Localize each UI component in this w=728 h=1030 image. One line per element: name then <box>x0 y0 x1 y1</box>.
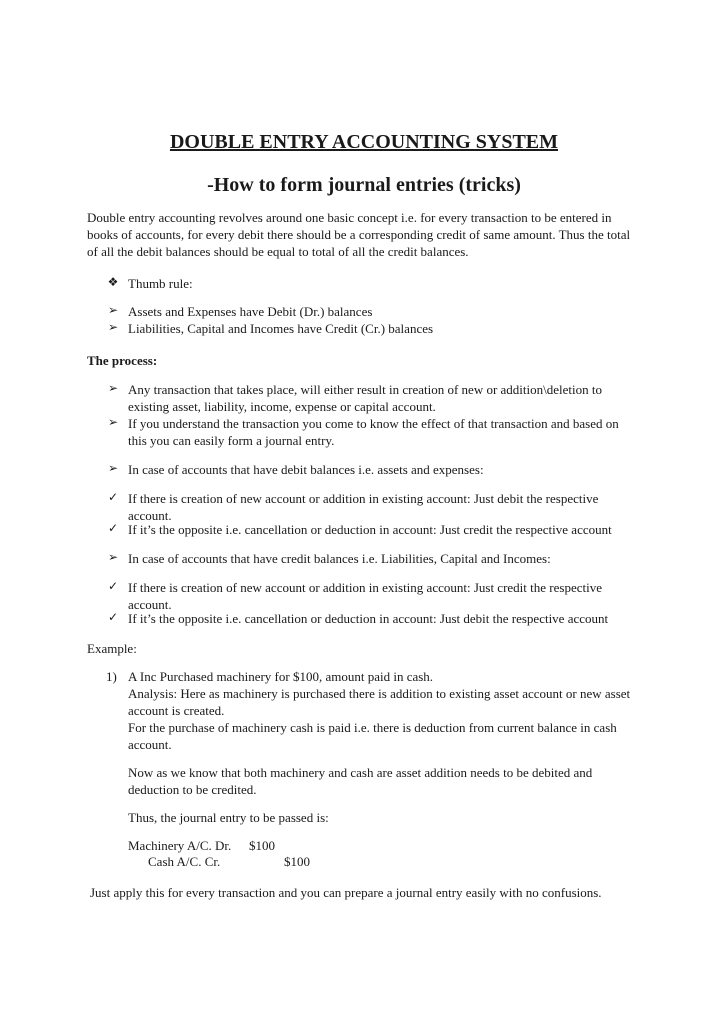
document-subtitle: -How to form journal entries (tricks) <box>207 174 521 196</box>
process-item-line: existing asset, liability, income, expense or capital account. <box>128 399 436 414</box>
example-now-line: Now as we know that both machinery and cash are asset addition needs to be debited and <box>128 765 593 780</box>
process-item-line: Any transaction that takes place, will either result in creation of new or addition\deletion to <box>128 382 602 397</box>
journal-debit-account: Machinery A/C. Dr. <box>128 838 232 853</box>
example-heading: Example: <box>87 641 137 656</box>
example-now-line: deduction to be credited. <box>128 782 257 797</box>
example-thus-line: Thus, the journal entry to be passed is: <box>128 810 329 825</box>
process-item-line: account. <box>128 597 172 612</box>
process-item-line: If there is creation of new account or addition in existing account: Just credit the respective <box>128 580 602 595</box>
example-line: For the purchase of machinery cash is paid i.e. there is deduction from current balance in cash <box>128 720 617 735</box>
process-item-line: In case of accounts that have debit balances i.e. assets and expenses: <box>128 462 484 477</box>
intro-line: Double entry accounting revolves around one basic concept i.e. for every transaction to be entered in <box>87 210 612 225</box>
document-title: DOUBLE ENTRY ACCOUNTING SYSTEM <box>169 131 559 153</box>
process-item-line: If there is creation of new account or addition in existing account: Just debit the respective <box>128 491 599 506</box>
example-line: account is created. <box>128 703 225 718</box>
rule-text: Liabilities, Capital and Incomes have Credit (Cr.) balances <box>128 321 434 336</box>
check-bullet-icon: ✓ <box>107 610 119 624</box>
example-line: A Inc Purchased machinery for $100, amount paid in cash. <box>128 669 434 684</box>
intro-line: of all the debit balances should be equal to total of all the credit balances. <box>87 244 469 259</box>
example-line: account. <box>128 737 172 752</box>
arrow-bullet-icon: ➢ <box>107 320 119 334</box>
process-item-line: In case of accounts that have credit balances i.e. Liabilities, Capital and Incomes: <box>128 551 551 566</box>
arrow-bullet-icon: ➢ <box>107 550 119 564</box>
process-item-line: If it’s the opposite i.e. cancellation or deduction in account: Just credit the respective account <box>128 522 612 537</box>
process-item-line: account. <box>128 508 172 523</box>
check-bullet-icon: ✓ <box>107 490 119 504</box>
example-number: 1) <box>106 669 117 684</box>
thumb-rule-label: Thumb rule: <box>128 276 193 291</box>
rule-text: Assets and Expenses have Debit (Dr.) balances <box>128 304 373 319</box>
diamond-bullet-icon: ❖ <box>107 275 119 289</box>
process-item-line: this you can easily form a journal entry. <box>128 433 335 448</box>
check-bullet-icon: ✓ <box>107 521 119 535</box>
closing-line: Just apply this for every transaction and you can prepare a journal entry easily with no confusions. <box>90 885 602 900</box>
example-line: Analysis: Here as machinery is purchased there is addition to existing asset account or new asset <box>128 686 631 701</box>
intro-line: books of accounts, for every debit there should be a corresponding credit of same amount. Thus the total <box>87 227 631 242</box>
arrow-bullet-icon: ➢ <box>107 415 119 429</box>
arrow-bullet-icon: ➢ <box>107 303 119 317</box>
check-bullet-icon: ✓ <box>107 579 119 593</box>
process-item-line: If you understand the transaction you come to know the effect of that transaction and based on <box>128 416 619 431</box>
journal-credit-account: Cash A/C. Cr. <box>148 854 221 869</box>
arrow-bullet-icon: ➢ <box>107 461 119 475</box>
process-heading: The process: <box>87 353 158 368</box>
journal-credit-amount: $100 <box>284 854 310 869</box>
journal-debit-amount: $100 <box>249 838 275 853</box>
arrow-bullet-icon: ➢ <box>107 381 119 395</box>
process-item-line: If it’s the opposite i.e. cancellation or deduction in account: Just debit the respective account <box>128 611 609 626</box>
